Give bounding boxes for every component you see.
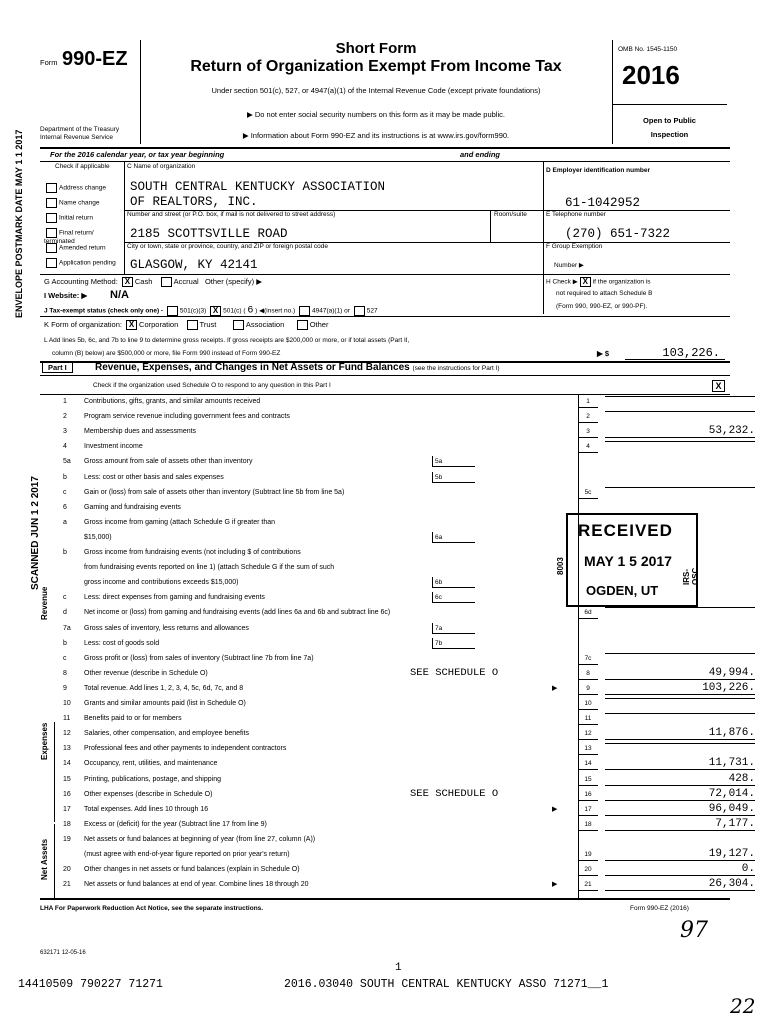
l-gross-receipts-text: L Add lines 5b, 6c, and 7b to line 9 to determine gross receipts. If gross receipts are $200,000 or more, or if total assets (Part II, (44, 337, 410, 344)
cash-checkbox[interactable]: X (122, 277, 133, 287)
line-box-number: 9 (578, 683, 598, 695)
form-word: Form (40, 58, 58, 67)
side-label-revenue: Revenue (40, 586, 49, 620)
part1-line-row (40, 607, 760, 618)
line-number: 1 (63, 398, 67, 405)
street-address: 2185 SCOTTSVILLE ROAD (130, 227, 288, 241)
line-amount[interactable] (605, 487, 755, 488)
inner-line-box[interactable]: 6c (432, 592, 475, 603)
line-description: Gross amount from sale of assets other than inventory (84, 458, 253, 466)
final-return-checkbox[interactable] (46, 228, 57, 238)
part1-title: Revenue, Expenses, and Changes in Net Assets or Fund Balances (see the instructions for Part I) (95, 362, 500, 373)
line-amount[interactable] (605, 607, 755, 608)
line-amount[interactable]: 19,127. (605, 849, 755, 861)
part1-line-row (40, 623, 760, 634)
part1-line-row (40, 653, 760, 664)
left-id: 14410509 790227 71271 (18, 978, 163, 991)
line-description: Net assets or fund balances at end of year. Combine lines 18 through 20 (84, 881, 309, 889)
form-code: 632171 12-05-16 (40, 950, 86, 956)
side-label-net-assets: Net Assets (40, 838, 49, 880)
tax-year: 2016 (622, 60, 680, 90)
line-box-number: 10 (578, 698, 598, 710)
stamp-side-right: IRS-OSC (682, 567, 700, 585)
part1-line-row (40, 774, 760, 785)
inner-line-box[interactable]: 6b (432, 577, 475, 588)
line-amount[interactable]: 96,049. (605, 804, 755, 816)
scanned-stamp: SCANNED JUN 1 2 2017 (30, 476, 41, 590)
part1-line-row (40, 472, 760, 483)
line-amount[interactable]: 11,731. (605, 758, 755, 770)
line-description: Program service revenue including government fees and contracts (84, 413, 290, 421)
line-number: c (63, 594, 67, 602)
part1-line-row (40, 713, 760, 724)
line-number: b (63, 473, 67, 481)
line-number: 11 (63, 715, 71, 723)
line-description: Less: cost of goods sold (84, 639, 160, 647)
c-label: C Name of organization (127, 163, 196, 170)
k-form-of-org: K Form of organization: X Corporation Trust Association Other (44, 320, 329, 330)
form-number: 990-EZ (62, 48, 128, 70)
part1-line-row (40, 441, 760, 452)
info-note: ▶ Information about Form 990-EZ and its instructions is at www.irs.gov/form990. (242, 131, 510, 140)
part1-line-row (40, 698, 760, 709)
line-number: 9 (63, 684, 67, 692)
line-amount[interactable] (605, 441, 755, 442)
line-box-number: 8 (578, 668, 598, 680)
tax-year-line: For the 2016 calendar year, or tax year beginning (50, 150, 225, 159)
part1-line-row (40, 683, 760, 694)
line-description: Excess or (deficit) for the year (Subtract line 17 from line 9) (84, 820, 267, 828)
l-dollar: ▶ $ (597, 349, 610, 358)
part1-line-row (40, 426, 760, 437)
g-accounting-method: G Accounting Method: X Cash Accrual Other (specify) ▶ (44, 277, 262, 287)
line-description: Gross income from fundraising events (not including $ of contributions (84, 549, 301, 556)
line-amount[interactable] (605, 396, 755, 397)
line-description: Gaming and fundraising events (84, 503, 181, 511)
line-number: 6 (63, 503, 67, 511)
h-text-2: not required to attach Schedule B (556, 290, 653, 297)
phone-value: (270) 651-7322 (565, 227, 671, 241)
line-description: Contributions, gifts, grants, and similar amounts received (84, 398, 261, 405)
line-amount[interactable] (605, 698, 755, 699)
l-gross-receipts-text2: column (B) below) are $500,000 or more, file Form 990 instead of Form 990-EZ (52, 350, 281, 357)
line-box-number: 18 (578, 819, 598, 831)
room-label: Room/suite (494, 211, 527, 218)
line-description: Other expenses (describe in Schedule O) (84, 790, 213, 798)
line-number: 2 (63, 413, 67, 421)
part1-line-row (40, 849, 760, 860)
line-number: b (63, 549, 67, 556)
line-box-number: 20 (578, 864, 598, 876)
line-description: Salaries, other compensation, and employee benefits (84, 730, 249, 738)
line-amount[interactable] (605, 743, 755, 744)
line-description: $15,000) (84, 533, 112, 541)
line-number: 12 (63, 730, 71, 738)
line-number: 3 (63, 428, 67, 436)
inner-line-box[interactable]: 7b (432, 638, 475, 649)
org-name-line1: SOUTH CENTRAL KENTUCKY ASSOCIATION (130, 180, 386, 194)
h-schedule-b: H Check ▶ X if the organization is (546, 277, 651, 286)
l-gross-receipts-amount: 103,226. (662, 346, 720, 360)
website-value: N/A (110, 289, 129, 301)
line-box-number: 21 (578, 879, 598, 891)
line-description: Gross sales of inventory, less returns and allowances (84, 624, 249, 632)
line-box-number: 1 (578, 396, 598, 408)
arrow-icon: ▶ (552, 805, 558, 813)
received-text: RECEIVED (578, 521, 673, 540)
part1-line-row (40, 789, 760, 800)
line-amount[interactable]: 7,177. (605, 819, 755, 831)
arrow-icon: ▶ (552, 881, 558, 889)
line-box-number: 16 (578, 789, 598, 801)
form-subtitle: Under section 501(c), 527, or 4947(a)(1) of the Internal Revenue Code (except private foundations) (211, 86, 541, 95)
part1-line-row (40, 487, 760, 498)
line-box-number: 19 (578, 849, 598, 861)
open-to-public: Open to Public (643, 116, 696, 125)
line-amount[interactable]: 11,876. (605, 728, 755, 740)
line-amount[interactable]: 26,304. (605, 879, 755, 891)
title-small: Short Form (335, 40, 417, 57)
inner-line-box[interactable]: 7a (432, 623, 475, 634)
f-label: F Group Exemption (546, 243, 603, 250)
name-change-checkbox[interactable] (46, 198, 57, 208)
line-amount[interactable]: 428. (605, 774, 755, 786)
accrual-checkbox[interactable] (161, 277, 172, 287)
schedule-o-reference: SEE SCHEDULE O (410, 787, 499, 800)
part1-label: Part I (42, 362, 73, 373)
line-description: (must agree with end-of-year figure reported on prior year's return) (84, 851, 290, 858)
right-id: 2016.03040 SOUTH CENTRAL KENTUCKY ASSO 71271__1 (284, 978, 609, 991)
part1-line-row (40, 804, 760, 815)
website-label: I Website: ▶ (44, 291, 88, 300)
line-box-number: 3 (578, 426, 598, 438)
line-number: 18 (63, 820, 71, 828)
inspection: Inspection (650, 130, 689, 139)
page-number: 1 (395, 962, 402, 974)
line-description: Professional fees and other payments to independent contractors (84, 745, 287, 753)
schedule-o-reference: SEE SCHEDULE O (410, 666, 499, 679)
city-label: City or town, state or province, country, and ZIP or foreign postal code (127, 243, 328, 250)
amended-return-checkbox[interactable] (46, 243, 57, 253)
part1-line-row (40, 879, 760, 890)
line-number: 7a (63, 624, 71, 632)
line-description: Gross profit or (loss) from sales of inventory (Subtract line 7b from line 7a) (84, 654, 314, 662)
schedule-o-checkbox[interactable]: X (712, 380, 725, 392)
arrow-icon: ▶ (552, 684, 558, 692)
line-box-number: 11 (578, 713, 598, 725)
line-description: Less: direct expenses from gaming and fundraising events (84, 594, 265, 602)
corporation-checkbox[interactable]: X (126, 320, 137, 330)
line-amount[interactable]: 53,232. (605, 426, 755, 438)
line-number: 21 (63, 881, 71, 889)
line-number: d (63, 609, 67, 617)
side-label-expenses: Expenses (40, 722, 49, 760)
inner-line-box[interactable]: 5a (432, 456, 475, 467)
line-description: Net assets or fund balances at beginning of year (from line 27, column (A)) (84, 835, 316, 843)
dept-treasury: Department of the Treasury (40, 126, 120, 133)
part1-line-row (40, 456, 760, 467)
lha-notice: LHA For Paperwork Reduction Act Notice, see the separate instructions. (40, 905, 264, 912)
line-number: 19 (63, 835, 71, 843)
501c3-checkbox[interactable] (167, 306, 178, 316)
ein-value: 61-1042952 (565, 196, 641, 210)
line-description: Gross income from gaming (attach Schedule G if greater than (84, 518, 276, 526)
line-description: Total expenses. Add lines 10 through 16 (84, 805, 209, 813)
application-pending-checkbox[interactable] (46, 258, 57, 268)
line-box-number: 13 (578, 743, 598, 755)
line-description: Benefits paid to or for members (84, 715, 182, 723)
handwritten-22: 22 (730, 994, 756, 1018)
stamp-side-left: 8003 (556, 557, 565, 575)
line-box-number: 6d (578, 607, 598, 619)
line-description: Printing, publications, postage, and shipping (84, 775, 221, 783)
j-tax-exempt-status: J Tax-exempt status (check only one) - 501(c)(3) X 501(c) ( 6 ) ◀(insert no.) 4947(a)(1) or 527 (44, 305, 378, 317)
line-description: Investment income (84, 443, 143, 451)
line-description: gross income and contributions exceeds $15,000) (84, 579, 239, 587)
line-box-number: 2 (578, 411, 598, 423)
part1-line-row (40, 758, 760, 769)
line-amount[interactable]: 103,226. (605, 683, 755, 695)
line-number: b (63, 639, 67, 647)
part1-line-row (40, 834, 760, 845)
line-box-number: 15 (578, 774, 598, 786)
irs-label: Internal Revenue Service (40, 134, 113, 141)
line-description: Net income or (loss) from gaming and fundraising events (add lines 6a and 6b and subtract line 6c) (84, 609, 391, 617)
line-box-number: 7c (578, 653, 598, 665)
schedule-b-checkbox[interactable]: X (580, 277, 591, 287)
initial-return-checkbox[interactable] (46, 213, 57, 223)
line-number: 20 (63, 866, 71, 874)
line-number: 13 (63, 745, 71, 753)
line-number: 4 (63, 443, 67, 451)
part1-line-row (40, 502, 760, 513)
ssn-note: ▶ Do not enter social security numbers on this form as it may be made public. (247, 110, 505, 119)
part1-line-row (40, 668, 760, 679)
part1-line-row (40, 396, 760, 407)
received-city: OGDEN, UT (586, 583, 659, 598)
line-number: 10 (63, 700, 71, 707)
line-amount[interactable]: 0. (605, 864, 755, 876)
line-amount[interactable]: 49,994. (605, 668, 755, 680)
line-number: 14 (63, 760, 71, 768)
501c-checkbox[interactable]: X (210, 306, 221, 316)
4947-checkbox[interactable] (299, 306, 310, 316)
line-number: c (63, 488, 67, 496)
line-amount[interactable]: 72,014. (605, 789, 755, 801)
e-label: E Telephone number (546, 211, 606, 218)
527-checkbox[interactable] (354, 306, 365, 316)
line-number: c (63, 654, 67, 662)
envelope-postmark-stamp: ENVELOPE POSTMARK DATE MAY 1 1 2017 (14, 129, 24, 318)
line-number: 17 (63, 805, 71, 813)
line-description: Other changes in net assets or fund balances (explain in Schedule O) (84, 866, 300, 874)
omb-number: OMB No. 1545-1150 (618, 46, 678, 53)
part1-line-row (40, 864, 760, 875)
part1-line-row (40, 411, 760, 422)
line-description: Total revenue. Add lines 1, 2, 3, 4, 5c, 6d, 7c, and 8 (84, 684, 244, 692)
line-number: 5a (63, 458, 71, 466)
line-description: Gain or (loss) from sale of assets other than inventory (Subtract line 5b from line 5a) (84, 488, 345, 496)
part1-line-row (40, 819, 760, 830)
address-change-checkbox[interactable] (46, 183, 57, 193)
street-label: Number and street (or P.O. box, if mail is not delivered to street address) (127, 211, 336, 218)
line-amount[interactable] (605, 653, 755, 654)
line-description: Grants and similar amounts paid (list in Schedule O) (84, 700, 246, 707)
h-text-3: (Form 990, 990-EZ, or 990-PF). (556, 303, 648, 310)
inner-line-box[interactable]: 5b (432, 472, 475, 483)
trust-checkbox[interactable] (187, 320, 198, 330)
city-state-zip: GLASGOW, KY 42141 (130, 258, 258, 272)
line-description: Membership dues and assessments (84, 428, 197, 436)
form-ref-footer: Form 990-EZ (2016) (630, 905, 689, 912)
received-stamp (556, 513, 700, 607)
line-number: 16 (63, 790, 71, 798)
line-description: Other revenue (describe in Schedule O) (84, 669, 208, 677)
schedule-o-check-text: Check if the organization used Schedule O to respond to any question in this Part I (93, 382, 331, 389)
line-amount[interactable] (605, 713, 755, 714)
line-description: Less: cost or other basis and sales expenses (84, 473, 224, 481)
part1-line-row (40, 728, 760, 739)
org-name-line2: OF REALTORS, INC. (130, 195, 258, 209)
line-number: 15 (63, 775, 71, 783)
line-number: a (63, 518, 67, 526)
line-box-number: 4 (578, 441, 598, 453)
line-box-number: 5c (578, 487, 598, 499)
part1-line-row (40, 638, 760, 649)
line-description: from fundraising events reported on line 1) (attach Schedule G if the sum of such (84, 564, 335, 572)
b-checkbox-list: Address change Name change Initial return Final return/ terminated Amended return Application pending (44, 184, 116, 267)
line-description: Occupancy, rent, utilities, and maintenance (84, 760, 218, 768)
d-label: D Employer identification number (546, 167, 651, 174)
line-box-number: 17 (578, 804, 598, 816)
handwritten-97: 97 (680, 918, 708, 943)
association-checkbox[interactable] (233, 320, 244, 330)
received-date: MAY 1 5 2017 (584, 553, 672, 569)
form-title: Return of Organization Exempt From Income Tax (190, 58, 562, 75)
line-box-number: 12 (578, 728, 598, 740)
and-ending: and ending (460, 150, 500, 159)
f-label-number: Number ▶ (554, 262, 584, 269)
line-amount[interactable] (605, 411, 755, 412)
inner-line-box[interactable]: 6a (432, 532, 475, 543)
b-label: Check if applicable (55, 163, 110, 170)
line-box-number: 14 (578, 758, 598, 770)
part1-line-row (40, 743, 760, 754)
line-number: 8 (63, 669, 67, 677)
other-org-checkbox[interactable] (297, 320, 308, 330)
